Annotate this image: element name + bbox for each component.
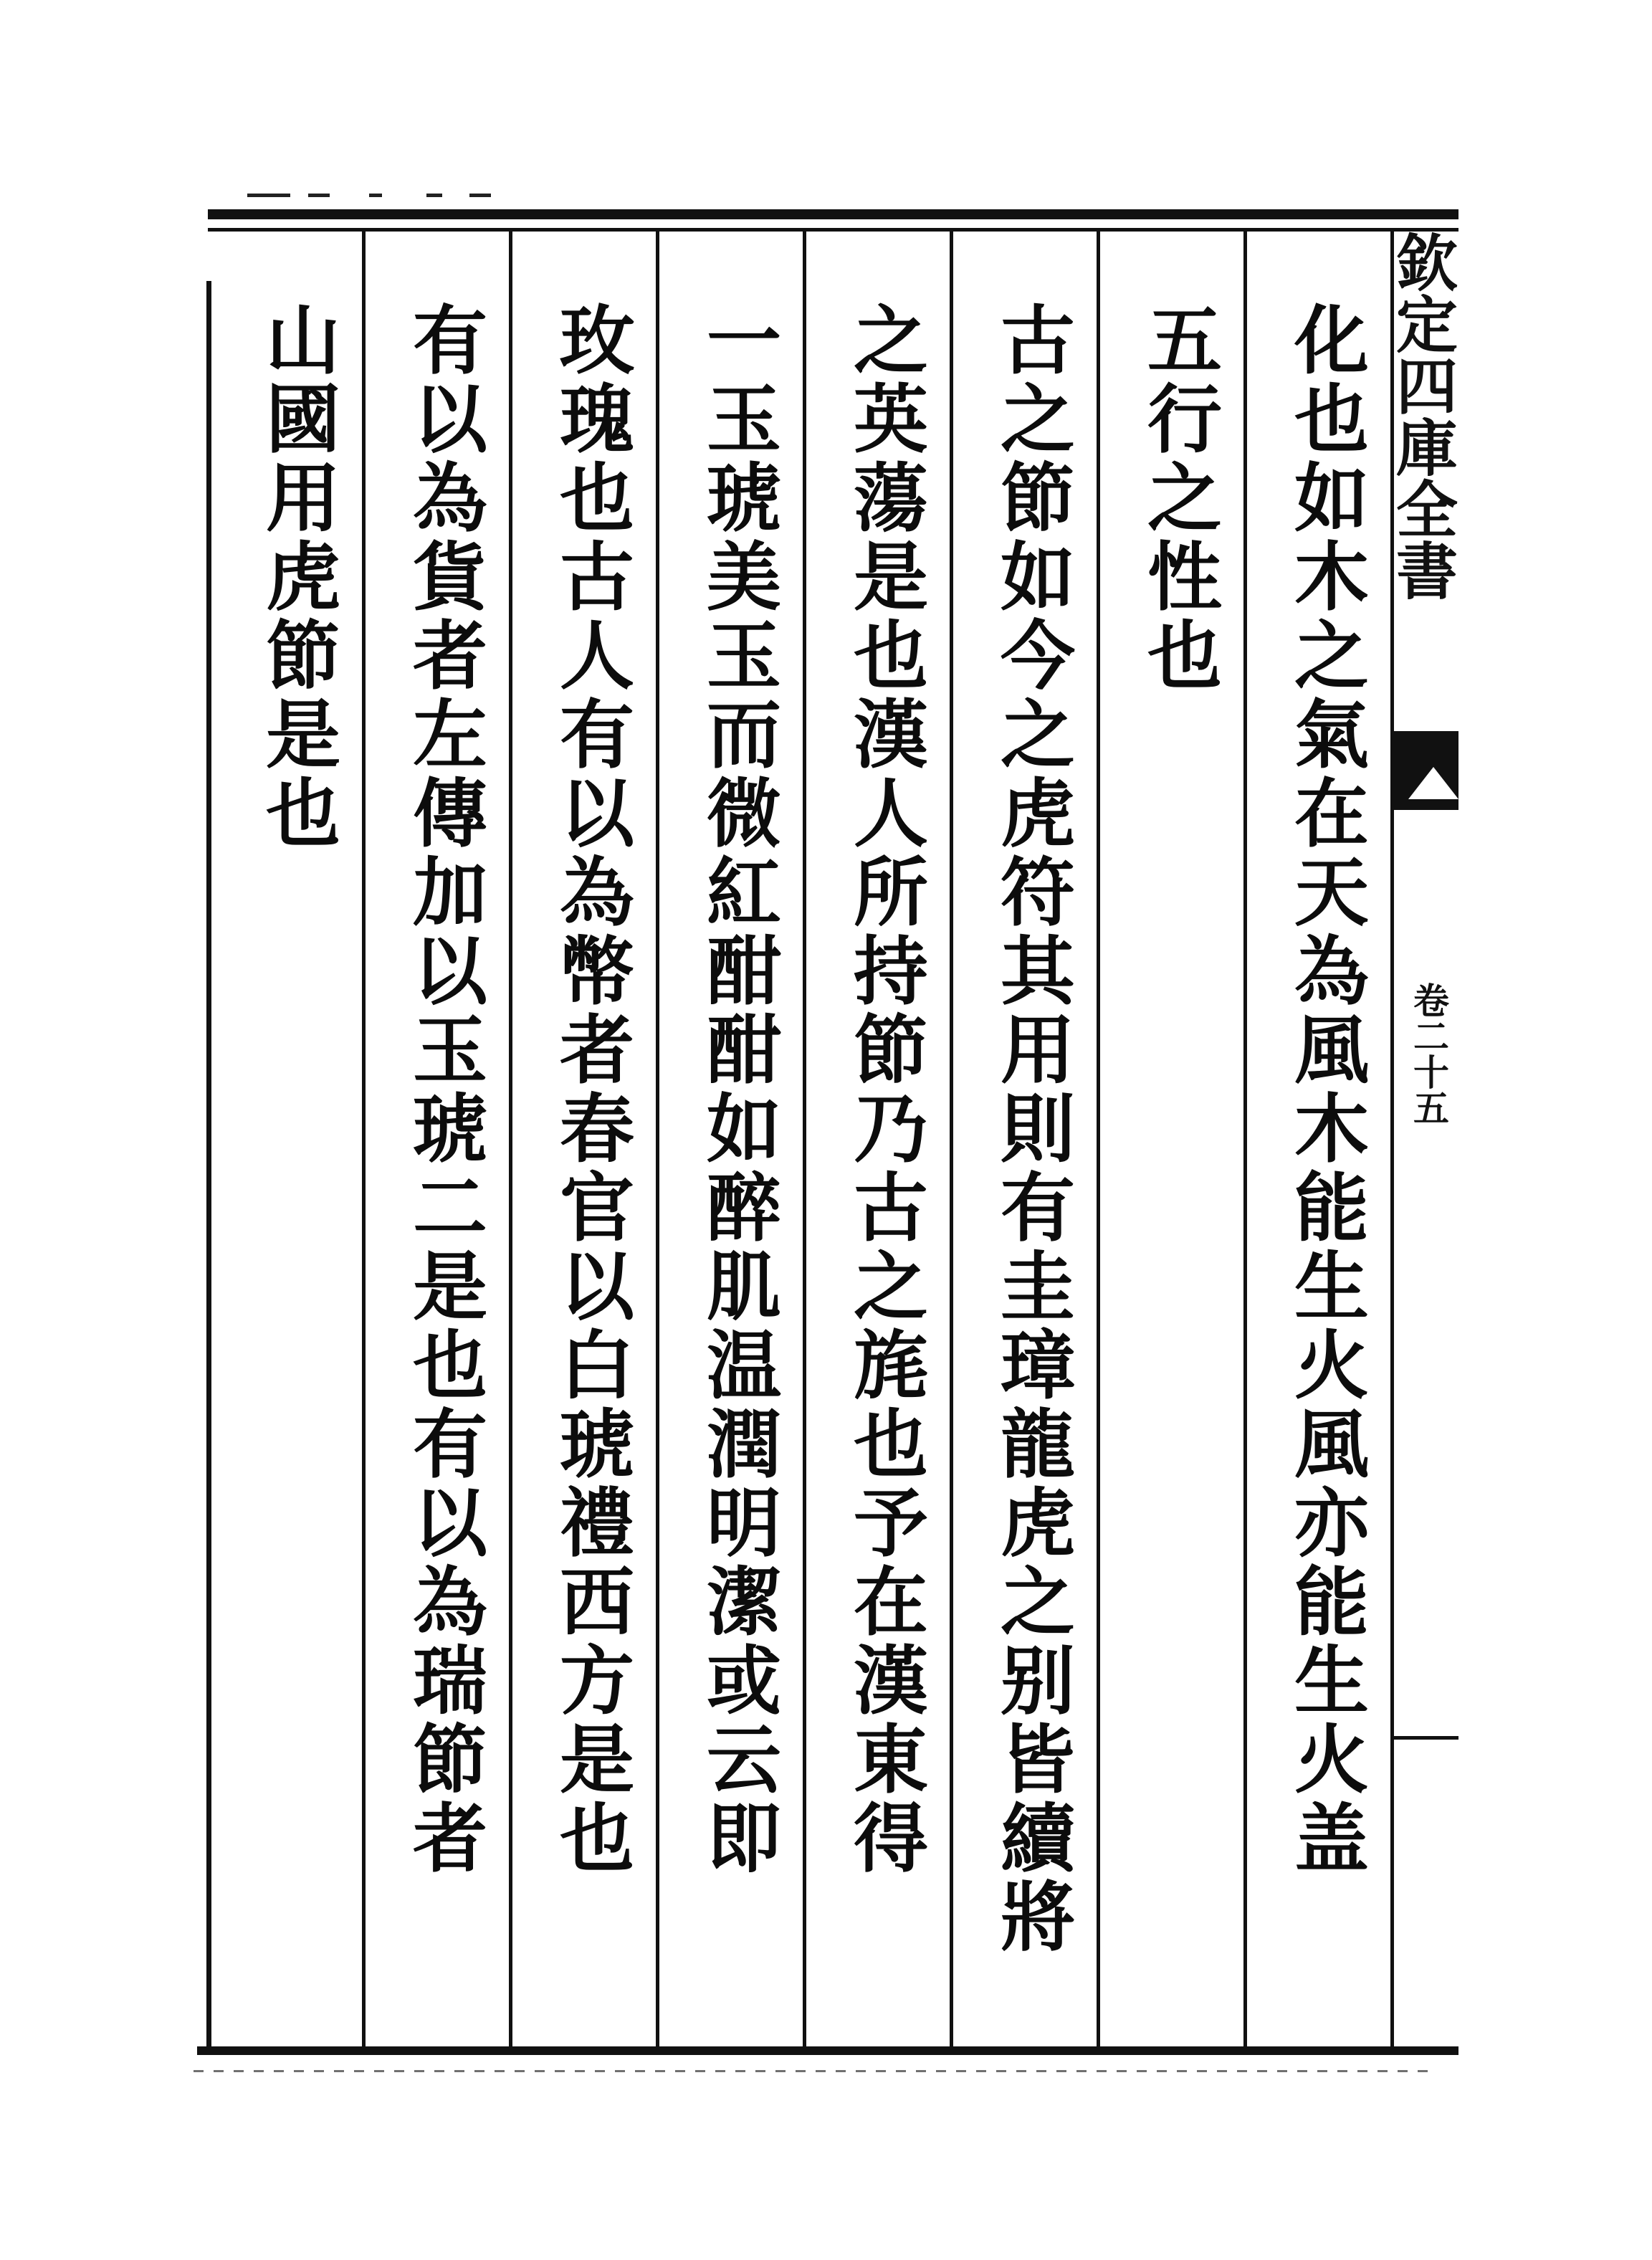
column-divider <box>362 231 366 2055</box>
fish-tail-notch <box>1408 767 1458 799</box>
bottom-border-trace <box>194 2070 1433 2072</box>
top-border-rule-inner <box>208 228 1458 232</box>
volume-label: 卷二十五 <box>1408 982 1450 1125</box>
bottom-border-rule <box>197 2046 1458 2055</box>
text-column-3: 古之節如今之虎符其用則有圭璋龍虎之别皆續將 <box>988 301 1076 1957</box>
text-column-4: 之英蕩是也漢人所持節乃古之旄也予在漢東得 <box>841 301 929 1878</box>
top-mark <box>426 194 442 197</box>
text-column-5: 一玉琥美玉而微紅酣酣如醉肌温潤明潔或云即 <box>694 301 782 1878</box>
top-mark <box>247 194 290 197</box>
top-border-rule <box>208 209 1458 219</box>
text-column-7: 有以為貨者左傳加以玉琥二是也有以為瑞節者 <box>400 301 488 1878</box>
column-divider <box>1243 231 1247 2055</box>
title-panel-divider <box>1394 1736 1458 1740</box>
column-divider <box>656 231 659 2055</box>
text-column-8: 山國用虎節是也 <box>253 301 341 853</box>
book-title: 欽定四庫全書 <box>1385 231 1458 601</box>
top-mark <box>369 194 382 197</box>
column-divider <box>950 231 953 2055</box>
title-panel <box>1385 231 1458 2055</box>
text-column-2: 五行之性也 <box>1135 301 1223 695</box>
top-mark <box>469 194 491 197</box>
column-divider <box>1097 231 1100 2055</box>
text-column-1: 化也如木之氣在天為風木能生火風亦能生火盖 <box>1281 301 1370 1878</box>
top-mark <box>308 194 330 197</box>
text-column-6: 玫瑰也古人有以為幣者春官以白琥禮西方是也 <box>547 301 635 1878</box>
column-divider <box>803 231 806 2055</box>
column-divider <box>509 231 512 2055</box>
left-border-rule <box>206 281 211 2055</box>
